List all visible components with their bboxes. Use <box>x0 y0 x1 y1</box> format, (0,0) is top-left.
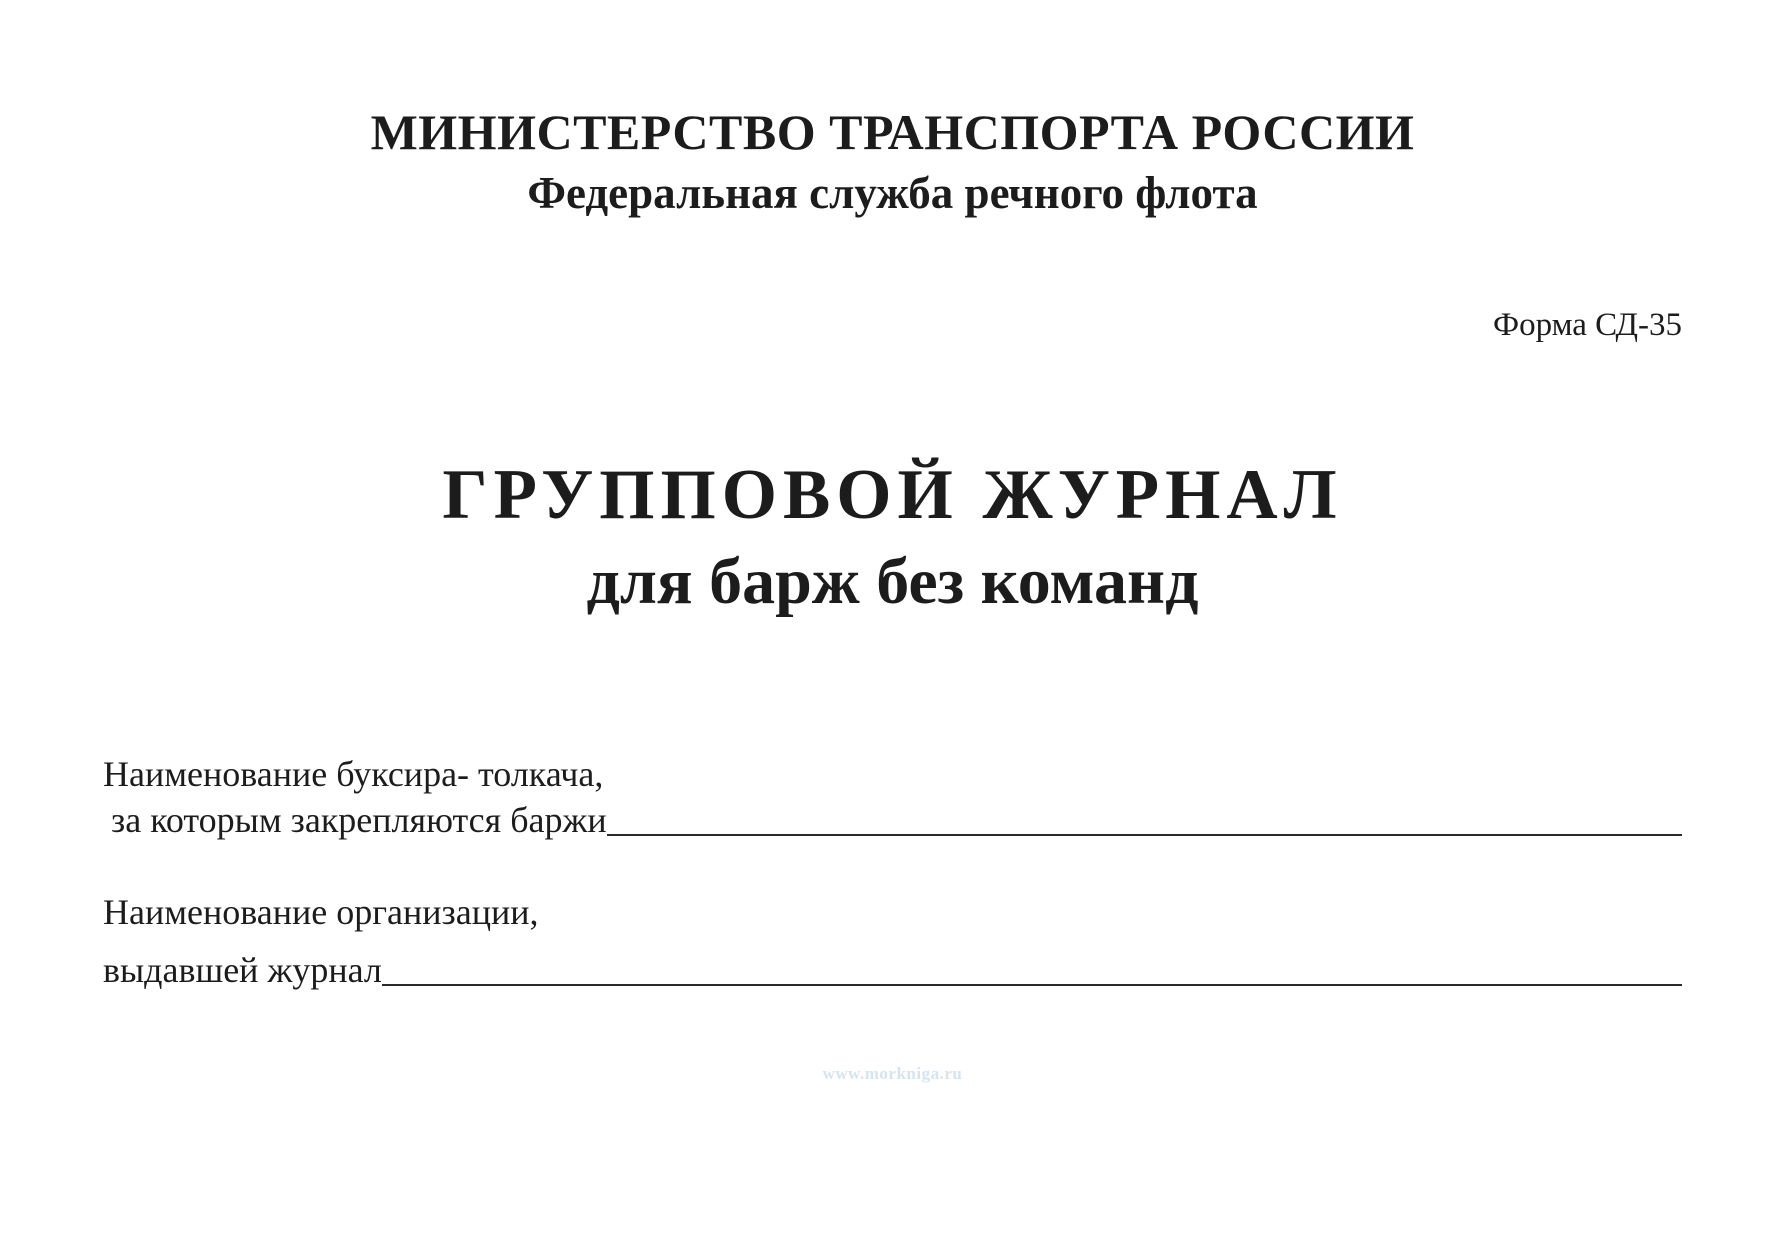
form-code: Форма СД-35 <box>1493 307 1682 343</box>
tug-name-label-line1: Наименование буксира- толкача, <box>103 754 604 794</box>
organization-label-line2: выдавшей журнал <box>103 950 382 990</box>
organization-blank-line[interactable] <box>382 948 1682 986</box>
site-watermark: www.morkniga.ru <box>822 1064 963 1083</box>
ministry-heading: МИНИСТЕРСТВО ТРАНСПОРТА РОССИИ <box>370 104 1415 160</box>
organization-field <box>103 948 1682 992</box>
document-title: ГРУППОВОЙ ЖУРНАЛ <box>442 456 1343 534</box>
tug-name-field <box>103 798 1682 842</box>
organization-label-line1: Наименование организации, <box>103 892 539 932</box>
service-subheading: Федеральная служба речного флота <box>527 168 1258 218</box>
tug-name-label-line2: за которым закрепляются баржи <box>111 800 607 840</box>
document-subtitle: для барж без команд <box>586 545 1199 618</box>
tug-name-blank-line[interactable] <box>607 798 1682 836</box>
